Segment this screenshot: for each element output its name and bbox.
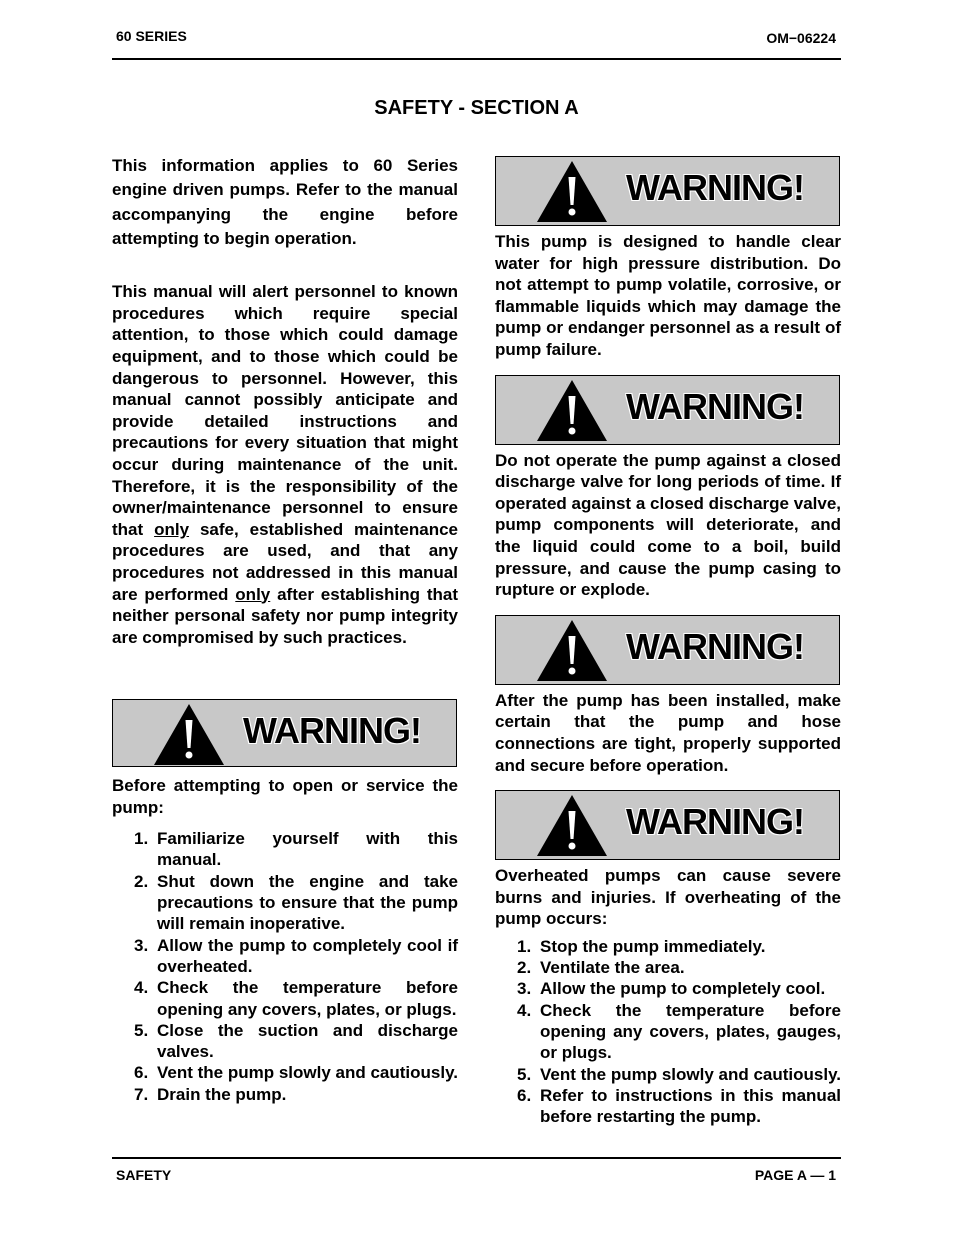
- list-item-number: 3.: [517, 979, 532, 999]
- list-item: [112, 1084, 458, 1105]
- service-steps-list: [112, 828, 458, 1105]
- footer-rule: [112, 1157, 841, 1159]
- list-item-number: 5.: [134, 1020, 149, 1040]
- list-item-number: 2.: [134, 871, 149, 891]
- warning-label: WARNING!: [626, 625, 804, 667]
- warning-triangle-icon: [536, 618, 608, 682]
- list-item-number: 5.: [517, 1064, 532, 1084]
- warning-banner: [495, 790, 840, 860]
- intro-paragraph: This information applies to 60 Series engine driven pumps. Refer to the manual accompanying the engine before attempting to begin operation.: [112, 156, 458, 248]
- left-column: [112, 154, 458, 648]
- emphasis-only: only: [154, 519, 190, 539]
- warning-label: WARNING!: [626, 385, 804, 427]
- warning-label: WARNING!: [626, 167, 804, 208]
- right-column: [495, 156, 841, 1128]
- list-item-number: 2.: [517, 958, 532, 978]
- warning-triangle-icon: [536, 378, 608, 442]
- list-item-number: 1.: [517, 936, 532, 956]
- warning-label: WARNING!: [243, 710, 421, 751]
- warning-banner: [495, 615, 840, 685]
- header-left: 60 SERIES: [116, 28, 187, 44]
- list-item: [112, 871, 458, 935]
- list-item-number: 6.: [134, 1063, 149, 1083]
- list-item-number: 1.: [134, 829, 149, 849]
- emphasis-only: only: [235, 584, 271, 604]
- overheat-steps-list: [495, 936, 841, 1128]
- warning-text: After the pump has been installed, make certain that the pump and hose connections are tight, properly supported and secure before operation.: [495, 690, 841, 775]
- list-item: [112, 977, 458, 1020]
- warning-text: This pump is designed to handle clear water for high pressure distribution. Do not attempt to pump volatile, corrosive, or flammable liquids which may damage the pump or endanger personnel as a result of pump failure.: [495, 232, 841, 359]
- manual-paragraph: This manual will alert personnel to known procedures which require special attention, to those which could damage equipment, and to those which could be dangerous to personnel. However, this manual cannot possibly anticipate and provide detailed instructions and precautions for every situation that might occur during maintenance of the unit. Therefore, it is the responsibility of the owner/maintenance personnel to ensure that only safe, established maintenance procedures are used, and that any procedures not addressed in this manual are performed only after establishing that neither personal safety nor pump integrity are compromised by such practices.: [112, 282, 458, 647]
- list-item-text: Drain the pump.: [157, 1084, 287, 1104]
- list-item-text: Vent the pump slowly and cautiously.: [540, 1064, 842, 1084]
- list-item-text: Check the temperature before opening any covers, plates, gauges, or plugs.: [540, 1000, 841, 1063]
- page-title: SAFETY - SECTION A: [374, 97, 579, 119]
- list-item-text: Check the temperature before opening any covers, plates, or plugs.: [157, 978, 458, 1019]
- list-item-text: Stop the pump immediately.: [540, 936, 766, 956]
- list-item: [495, 957, 841, 978]
- list-item: [112, 828, 458, 871]
- list-item: [112, 1020, 458, 1063]
- list-item: [495, 978, 841, 999]
- list-item: [495, 1064, 841, 1085]
- warning-triangle-icon: [536, 793, 608, 857]
- warning-banner: [495, 156, 840, 226]
- list-item-text: Allow the pump to completely cool if overheated.: [157, 935, 458, 976]
- header-right: OM−06224: [766, 30, 836, 46]
- footer-right: PAGE A — 1: [754, 1167, 836, 1183]
- list-item-text: Ventilate the area.: [540, 958, 685, 978]
- list-item: [112, 1062, 458, 1083]
- list-item-number: 6.: [517, 1085, 532, 1105]
- warning-label: WARNING!: [626, 801, 804, 843]
- list-item-text: Shut down the engine and take precautions to ensure that the pump will remain inoperative.: [157, 871, 458, 934]
- list-item-number: 3.: [134, 935, 149, 955]
- list-item: [495, 1085, 841, 1128]
- list-item-number: 4.: [517, 1000, 532, 1020]
- list-item-text: Refer to instructions in this manual before restarting the pump.: [540, 1085, 841, 1127]
- list-item-number: 4.: [134, 978, 149, 998]
- warning-banner: [495, 375, 840, 445]
- list-item-number: 7.: [134, 1084, 149, 1104]
- warning-text: Do not operate the pump against a closed discharge valve for long periods of time. If operated against a closed discharge valve, pump components will deteriorate, and the liquid could come to a boil, build pressure, and cause the pump casing to rupture or explode.: [495, 450, 841, 600]
- list-item-text: Close the suction and discharge valves.: [157, 1020, 458, 1062]
- list-item: [112, 935, 458, 978]
- warning-triangle-icon: [536, 159, 608, 223]
- warning-triangle-icon: [153, 702, 225, 766]
- left-warning-section: [112, 699, 458, 1105]
- list-item-text: Allow the pump to completely cool.: [540, 979, 826, 999]
- before-service-text: Before attempting to open or service the pump:: [112, 776, 458, 817]
- list-item-text: Familiarize yourself with this manual.: [157, 829, 458, 870]
- footer-left: SAFETY: [116, 1167, 172, 1183]
- list-item: [495, 936, 841, 957]
- header-rule: [112, 58, 841, 60]
- list-item-text: Vent the pump slowly and cautiously.: [157, 1063, 459, 1083]
- list-item: [495, 1000, 841, 1064]
- warning-banner: [112, 699, 457, 767]
- warning-text: Overheated pumps can cause severe burns and injuries. If overheating of the pump occurs:: [495, 866, 841, 929]
